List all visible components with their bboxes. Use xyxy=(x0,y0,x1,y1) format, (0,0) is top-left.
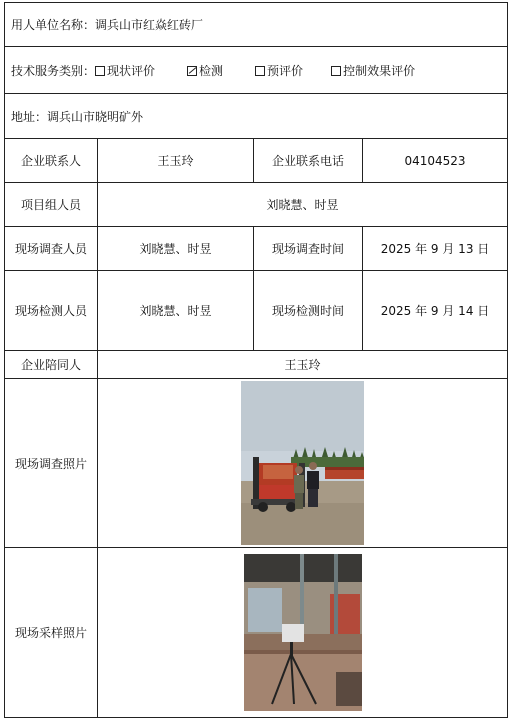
unit-cell xyxy=(5,3,508,47)
address-cell xyxy=(5,94,508,139)
phone-value: 04104523 xyxy=(363,139,508,183)
accompany-row xyxy=(5,351,508,379)
contact-label: 企业联系人 xyxy=(5,139,98,183)
checkbox-current-eval[interactable] xyxy=(95,66,105,76)
contact-row xyxy=(5,139,508,183)
survey-record-table xyxy=(4,2,508,718)
accompany-label: 企业陪同人 xyxy=(5,351,98,379)
option-pre-eval-label: 预评价 xyxy=(267,63,304,78)
unit-value: 调兵山市红焱红砖厂 xyxy=(95,18,204,32)
option-control-eval[interactable] xyxy=(331,62,415,79)
option-inspection-label: 检测 xyxy=(199,63,224,78)
survey-row xyxy=(5,227,508,271)
survey-photo-label: 现场调查照片 xyxy=(5,379,98,548)
inspect-value: 刘晓慧、时昱 xyxy=(98,271,254,351)
unit-row xyxy=(5,3,508,47)
inspect-label: 现场检测人员 xyxy=(5,271,98,351)
survey-photo-cell xyxy=(98,379,508,548)
survey-time-value: 2025 年 9 月 13 日 xyxy=(363,227,508,271)
inspect-time-value: 2025 年 9 月 14 日 xyxy=(363,271,508,351)
option-inspection[interactable] xyxy=(187,62,223,79)
option-current-eval[interactable] xyxy=(95,62,155,79)
survey-value: 刘晓慧、时昱 xyxy=(98,227,254,271)
project-value: 刘晓慧、时昱 xyxy=(98,183,508,227)
sampling-photo xyxy=(244,554,362,711)
sampling-photo-row xyxy=(5,548,508,718)
inspect-row xyxy=(5,271,508,351)
sampling-photo-label: 现场采样照片 xyxy=(5,548,98,718)
option-control-eval-label: 控制效果评价 xyxy=(343,63,416,78)
option-pre-eval[interactable] xyxy=(255,62,303,79)
unit-label: 用人单位名称： xyxy=(11,18,96,32)
survey-label: 现场调查人员 xyxy=(5,227,98,271)
checkbox-control-eval[interactable] xyxy=(331,66,341,76)
service-cell xyxy=(5,47,508,94)
sampling-photo-cell xyxy=(98,548,508,718)
service-row xyxy=(5,47,508,94)
address-value: 调兵山市晓明矿外 xyxy=(47,109,144,124)
address-row xyxy=(5,94,508,139)
contact-value: 王玉玲 xyxy=(98,139,254,183)
accompany-value: 王玉玲 xyxy=(98,351,508,379)
checkbox-pre-eval[interactable] xyxy=(255,66,265,76)
phone-label: 企业联系电话 xyxy=(254,139,363,183)
address-label: 地址： xyxy=(11,109,48,124)
survey-time-label: 现场调查时间 xyxy=(254,227,363,271)
survey-photo xyxy=(241,381,364,545)
project-label: 项目组人员 xyxy=(5,183,98,227)
survey-photo-row xyxy=(5,379,508,548)
service-label: 技术服务类别： xyxy=(11,63,96,78)
inspect-time-label: 现场检测时间 xyxy=(254,271,363,351)
project-row xyxy=(5,183,508,227)
option-current-eval-label: 现状评价 xyxy=(107,63,156,78)
checkbox-inspection[interactable] xyxy=(187,66,197,76)
